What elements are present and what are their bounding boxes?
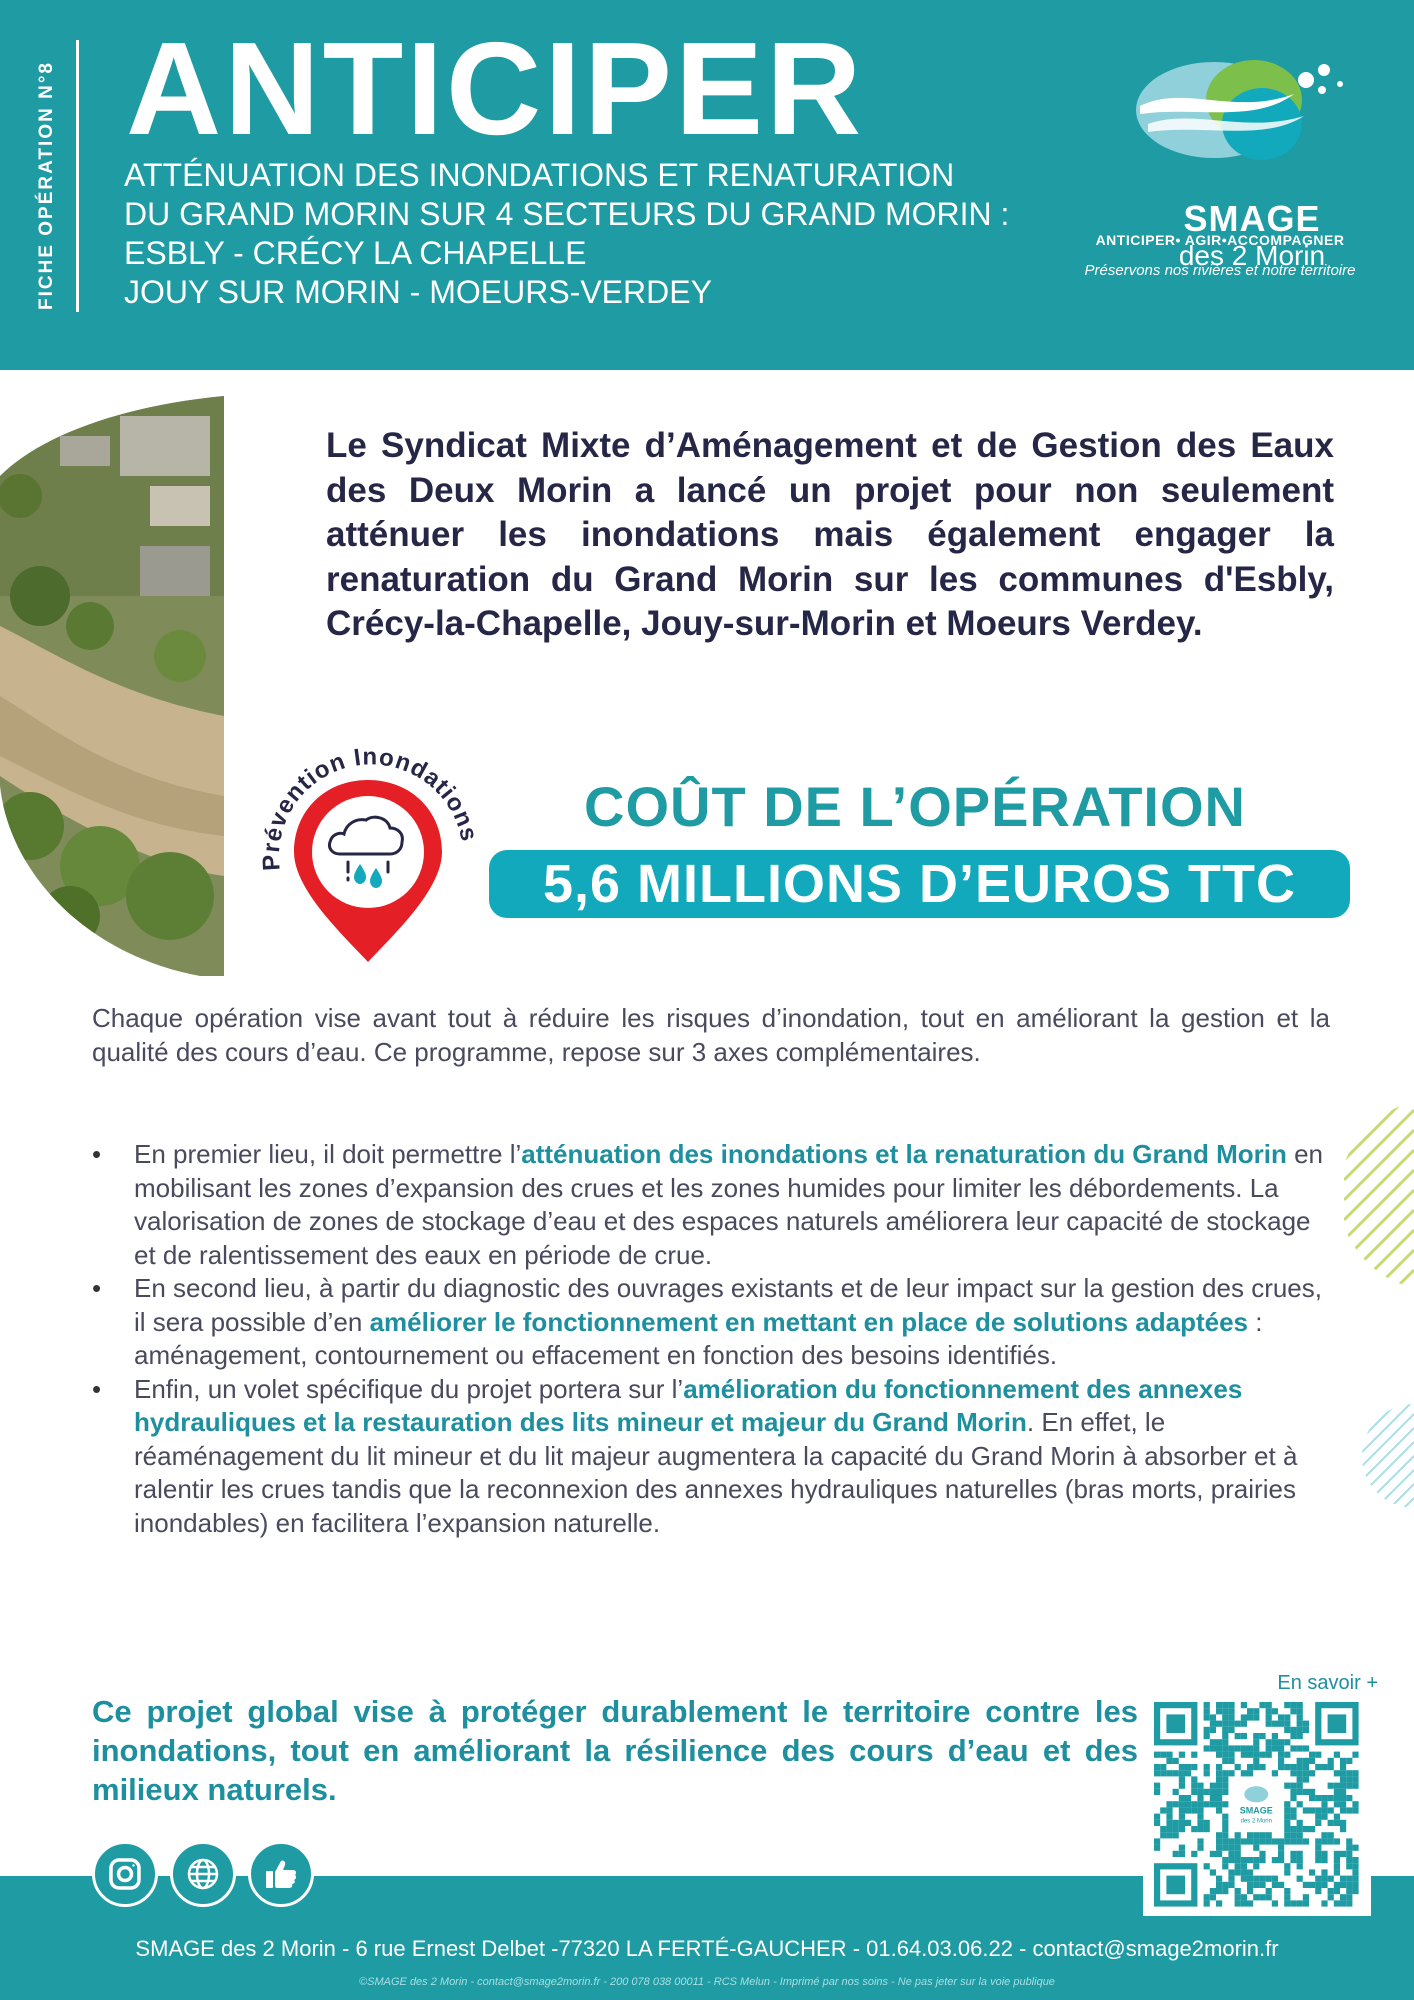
subtitle-line: ATTÉNUATION DES INONDATIONS ET RENATURATION [124, 157, 955, 193]
footer-legal: ©SMAGE des 2 Morin - contact@smage2morin.fr - 200 078 038 00011 - RCS Melun - Imprimé par nos soins - Ne pas jeter sur la voie publique [359, 1976, 1055, 1988]
subtitle-line: JOUY SUR MORIN - MOEURS-VERDEY [124, 274, 712, 310]
highlight-text: améliorer le fonctionnement en mettant en place de solutions adaptées [369, 1306, 1249, 1337]
list-item: • En second lieu, à partir du diagnostic des ouvrages existants et de leur impact sur la gestion des crues, il sera possible d’en améliorer le fonctionnement en mettant en place de solutions adaptées : aménagement, contournement ou effacement en fonction des besoins identifiés. [92, 1272, 1332, 1373]
axes-list [92, 1138, 1332, 1540]
body-paragraph: Chaque opération vise avant tout à réduire les risques d’inondation, tout en améliorant la gestion et la qualité des cours d’eau. Ce programme, repose sur 3 axes complémentaires. [92, 1003, 1330, 1067]
logo-slogan: Préservons nos rivières et notre territoire [1084, 262, 1356, 279]
page-title: ANTICIPER [126, 15, 865, 162]
qr-finder [1154, 1863, 1197, 1906]
instagram-button[interactable] [92, 1841, 158, 1907]
pin-label: Prévention Inondations [257, 743, 483, 872]
highlight-text: amélioration du fonctionnement des annexes hydrauliques et la restauration des lits mineur et majeur du Grand Morin [134, 1373, 1243, 1437]
decorative-stripes [1344, 1404, 1414, 1508]
qr-logo-subname: des 2 Morin [1240, 1818, 1272, 1825]
smage-logo [1060, 48, 1390, 288]
logo-subname: des 2 Morin [1178, 240, 1326, 271]
website-button[interactable] [170, 1841, 236, 1907]
cost-amount: 5,6 MILLIONS D’EUROS TTC [489, 850, 1350, 918]
learn-more-label: En savoir + [1277, 1672, 1378, 1694]
decorative-stripes [1344, 1100, 1414, 1290]
instagram-icon [108, 1857, 142, 1891]
thumbs-up-icon [264, 1857, 298, 1891]
cost-title: COÛT DE L’OPÉRATION [584, 775, 1246, 838]
header-divider [76, 40, 79, 312]
qr-logo-mark [1244, 1786, 1268, 1802]
facebook-button[interactable] [248, 1841, 314, 1907]
qr-logo-name: SMAGE [1239, 1805, 1273, 1816]
subtitle-line: DU GRAND MORIN SUR 4 SECTEURS DU GRAND MORIN : [124, 196, 1010, 232]
smage-logo-mark [1134, 54, 1374, 164]
conclusion-text: Ce projet global vise à protéger durablement le territoire contre les inondations, tout en améliorant la résilience des cours d’eau et des milieux naturels. [92, 1694, 1138, 1807]
footer-address: SMAGE des 2 Morin - 6 rue Ernest Delbet -77320 LA FERTÉ-GAUCHER - 01.64.03.06.22 - contact@smage2morin.fr [135, 1936, 1279, 1961]
prevention-pin [248, 730, 488, 970]
subtitle-line: ESBLY - CRÉCY LA CHAPELLE [124, 235, 587, 271]
page-subtitle [124, 156, 1104, 312]
highlight-text: atténuation des inondations et la renaturation du Grand Morin [521, 1139, 1287, 1169]
qr-finder [1315, 1702, 1358, 1745]
logo-values: ANTICIPER• AGIR•ACCOMPAGNER [1095, 232, 1345, 248]
list-item: • Enfin, un volet spécifique du projet portera sur l’amélioration du fonctionnement des annexes hydrauliques et la restauration des lits mineur et majeur du Grand Morin. En effet, le réaménagement du lit mineur et du lit majeur augmentera la capacité du Grand Morin à absorber et à ralentir les crues tandis que la reconnexion des annexes hydrauliques naturelles (bras morts, prairies inondables) en facilitera l’expansion naturelle. [92, 1373, 1332, 1541]
qr-code[interactable] [1143, 1694, 1371, 1916]
logo-name: SMAGE [1183, 198, 1321, 239]
globe-icon [186, 1857, 220, 1891]
qr-finder [1154, 1702, 1197, 1745]
intro-paragraph: Le Syndicat Mixte d’Aménagement et de Gestion des Eaux des Deux Morin a lancé un projet pour non seulement atténuer les inondations mais également engager la renaturation du Grand Morin sur les communes d'Esbly, Crécy-la-Chapelle, Jouy-sur-Morin et Moeurs Verdey. [326, 426, 1334, 643]
aerial-flood-photo [0, 396, 224, 976]
list-item: • En premier lieu, il doit permettre l’atténuation des inondations et la renaturation du Grand Morin en mobilisant les zones d’expansion des crues et les zones humides pour limiter les débordements. La valorisation de zones de stockage d’eau et des espaces naturels améliorera leur capacité de stockage et de ralentissement des eaux en période de crue. [92, 1138, 1332, 1272]
